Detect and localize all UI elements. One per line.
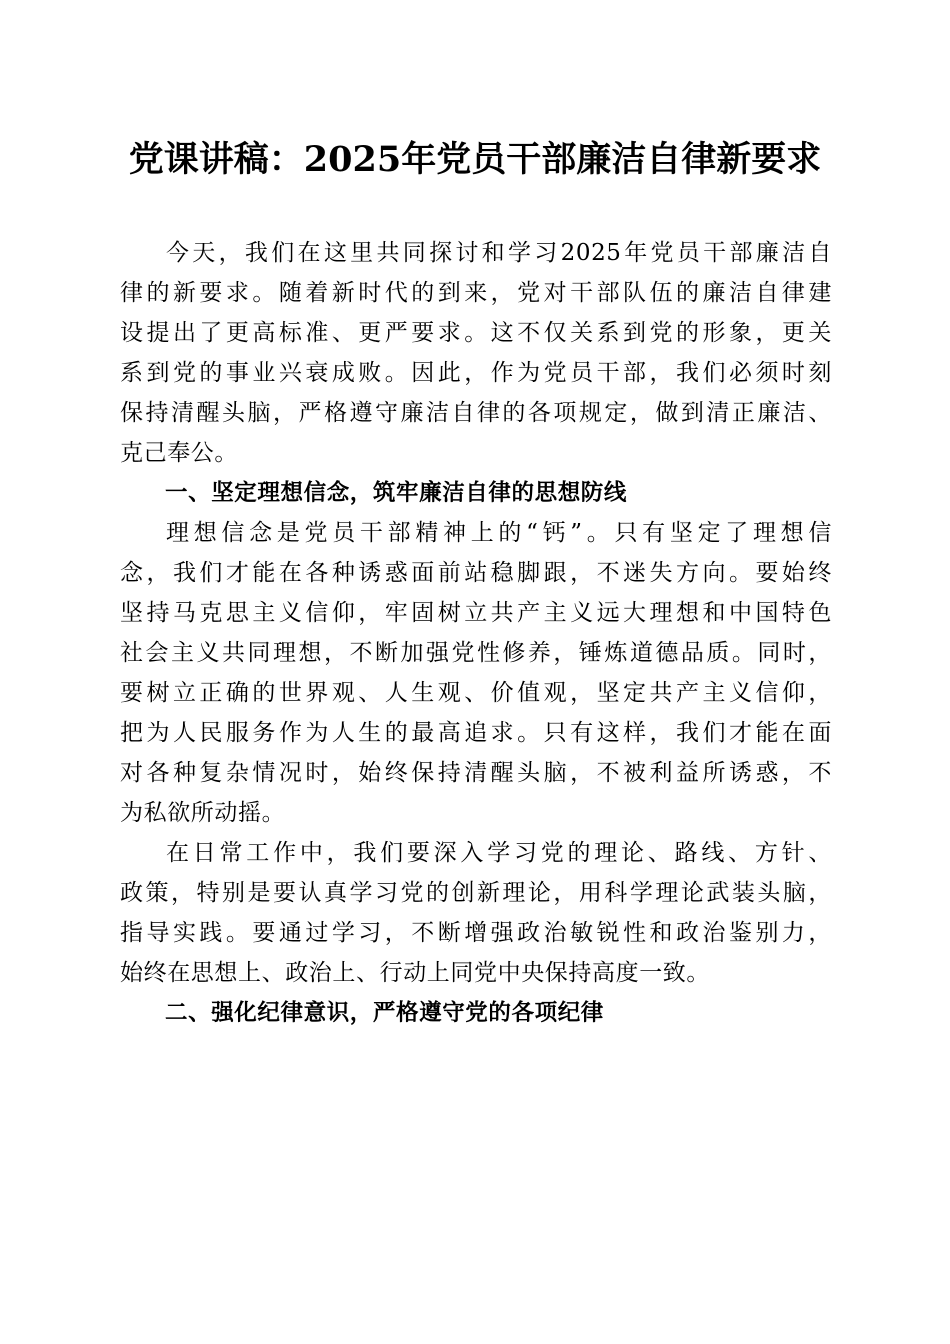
text-line: 系到党的事业兴衰成败。因此，作为党员干部，我们必须时刻: [120, 360, 832, 386]
section-1-paragraph-2: [120, 833, 832, 993]
text-line: 对各种复杂情况时，始终保持清醒头脑，不被利益所诱惑，不: [120, 760, 832, 786]
text-line: 理想信念是党员干部精神上的“钙”。只有坚定了理想信: [166, 520, 832, 546]
document-title: 党课讲稿：2025年党员干部廉洁自律新要求: [128, 139, 822, 180]
text-line: 始终在思想上、政治上、行动上同党中央保持高度一致。: [120, 960, 710, 986]
text-line: 指导实践。要通过学习，不断增强政治敏锐性和政治鉴别力，: [120, 920, 832, 946]
intro-paragraph: [120, 233, 832, 473]
document-body: [120, 233, 832, 1033]
section-1-paragraph-1: [120, 513, 832, 833]
section-2-heading: 二、强化纪律意识，严格遵守党的各项纪律: [165, 1000, 604, 1026]
text-line: 设提出了更高标准、更严要求。这不仅关系到党的形象，更关: [120, 320, 832, 346]
text-line: 克己奉公。: [120, 440, 238, 466]
text-line: 把为人民服务作为人生的最高追求。只有这样，我们才能在面: [120, 720, 832, 746]
text-line: 坚持马克思主义信仰，牢固树立共产主义远大理想和中国特色: [120, 600, 832, 626]
text-line: 政策，特别是要认真学习党的创新理论，用科学理论武装头脑，: [120, 880, 832, 906]
text-line: 社会主义共同理想，不断加强党性修养，锤炼道德品质。同时，: [120, 640, 832, 666]
text-line: 要树立正确的世界观、人生观、价值观，坚定共产主义信仰，: [120, 680, 832, 706]
text-line: 念，我们才能在各种诱惑面前站稳脚跟，不迷失方向。要始终: [120, 560, 832, 586]
text-line: 律的新要求。随着新时代的到来，党对干部队伍的廉洁自律建: [120, 280, 832, 306]
section-1-heading: 一、坚定理想信念，筑牢廉洁自律的思想防线: [165, 480, 628, 506]
text-line: 保持清醒头脑，严格遵守廉洁自律的各项规定，做到清正廉洁、: [120, 400, 832, 426]
text-line: 为私欲所动摇。: [120, 800, 286, 826]
text-line: 在日常工作中，我们要深入学习党的理论、路线、方针、: [166, 840, 832, 866]
text-line: 今天，我们在这里共同探讨和学习2025年党员干部廉洁自: [166, 240, 832, 266]
